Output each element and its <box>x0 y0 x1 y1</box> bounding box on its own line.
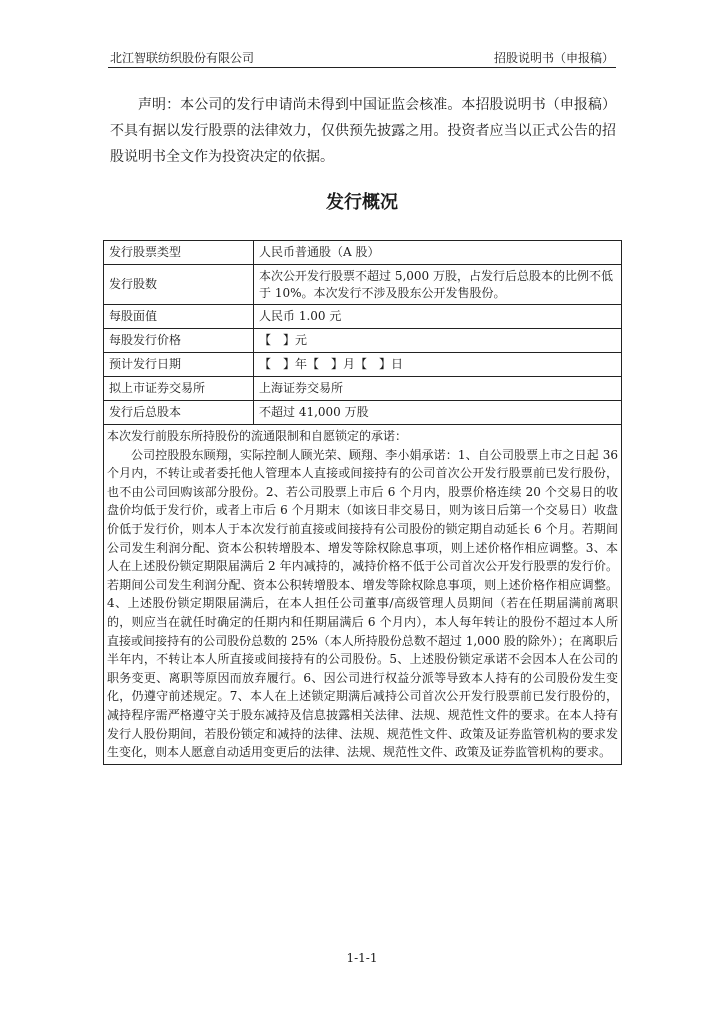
row-label: 发行股票类型 <box>104 241 254 265</box>
table-row <box>104 265 622 305</box>
table-row <box>104 353 622 377</box>
row-value: 【 】元 <box>254 329 622 353</box>
row-label: 发行后总股本 <box>104 401 254 425</box>
table-row <box>104 305 622 329</box>
header-document-title: 招股说明书（申报稿） <box>493 51 614 65</box>
row-label: 发行股数 <box>104 265 254 305</box>
table-row <box>104 241 622 265</box>
disclaimer-statement: 声明：本公司的发行申请尚未得到中国证监会核准。本招股说明书（申报稿）不具有据以发行股票的法律效力，仅供预先披露之用。投资者应当以正式公告的招股说明书全文作为投资决定的依据。 <box>110 97 616 165</box>
offering-overview-table <box>103 240 622 765</box>
table-row <box>104 377 622 401</box>
row-label: 拟上市证券交易所 <box>104 377 254 401</box>
section-title: 发行概况 <box>326 192 398 213</box>
row-value: 本次公开发行股票不超过 5,000 万股，占发行后总股本的比例不低于 10%。本次发行不涉及股东公开发售股份。 <box>254 265 622 305</box>
page-header <box>110 50 614 67</box>
lockup-heading: 本次发行前股东所持股份的流通限制和自愿锁定的承诺： <box>107 429 408 443</box>
row-label: 每股发行价格 <box>104 329 254 353</box>
row-label: 预计发行日期 <box>104 353 254 377</box>
lockup-paragraph: 公司控股股东顾翔，实际控制人顾光荣、顾翔、李小娟承诺：1、自公司股票上市之日起 36 个月内，不转让或者委托他人管理本人直接或间接持有的公司首次公开发行股票前已发行股份，也不由公司回购该部分股份。2、若公司股票上市后 6 个月内，股票价格连续 20 个交易日的收盘价均低于发行价，或者上市后 6 个月期末（如该日非交易日，则为该日后第一个交易日）收盘价低于发行价，则本人于本次发行前直接或间接持有公司股份的锁定期自动延长 6 个月。若期间公司发生利润分配、资本公积转增股本、增发等除权除息事项，则上述价格作相应调整。3、本人在上述股份锁定期限届满后 2 年内减持的，减持价格不低于公司首次公开发行股票的发行价。若期间公司发生利润分配、资本公积转增股本、增发等除权除息事项，则上述价格作相应调整。4、上述股份锁定期限届满后，在本人担任公司董事/高级管理人员期间（若在任期届满前离职的，则应当在就任时确定的任期内和任期届满后 6 个月内），本人每年转让的股份不超过本人所直接或间接持有的公司股份总数的 25%（本人所持股份总数不超过 1,000 股的除外）；在离职后半年内，不转让本人所直接或间接持有的公司股份。5、上述股份锁定承诺不会因本人在公司的职务变更、离职等原因而放弃履行。6、因公司进行权益分派等导致本人持有的公司股份发生变化，仍遵守前述规定。7、本人在上述锁定期满后减持公司首次公开发行股票前已发行股份的，减持程序需严格遵守关于股东减持及信息披露相关法律、法规、规范性文件的要求。在本人持有发行人股份期间，若股份锁定和减持的法律、法规、规范性文件、政策及证券监管机构的要求发生变化，则本人愿意自动适用变更后的法律、法规、规范性文件、政策及证券监管机构的要求。 <box>107 447 618 760</box>
table-row <box>104 401 622 425</box>
header-divider <box>108 67 616 68</box>
row-value: 上海证券交易所 <box>254 377 622 401</box>
row-value: 人民币普通股（A 股） <box>254 241 622 265</box>
row-value: 不超过 41,000 万股 <box>254 401 622 425</box>
header-company-name: 北江智联纺织股份有限公司 <box>110 51 255 65</box>
row-label: 每股面值 <box>104 305 254 329</box>
page-number: 1-1-1 <box>346 951 378 965</box>
row-value: 【 】年【 】月【 】日 <box>254 353 622 377</box>
table-row <box>104 329 622 353</box>
lockup-row <box>104 425 622 765</box>
lockup-commitments-cell <box>104 425 622 765</box>
row-value: 人民币 1.00 元 <box>254 305 622 329</box>
